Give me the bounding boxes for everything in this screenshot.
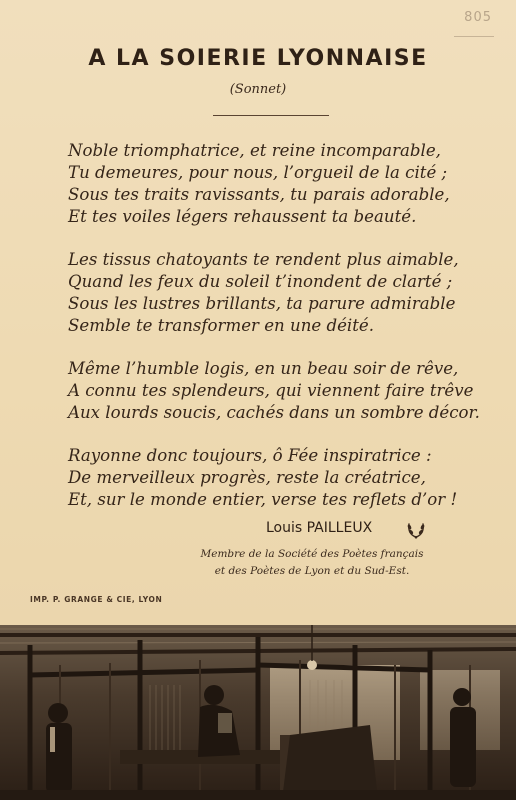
poem-line: Rayonne donc toujours, ô Fée inspiratrice : bbox=[68, 446, 432, 465]
credit-line: et des Poètes de Lyon et du Sud-Est. bbox=[214, 565, 410, 577]
stanza-1 bbox=[68, 140, 508, 228]
poem-body bbox=[68, 140, 508, 532]
laurel-icon bbox=[405, 518, 427, 540]
poem-line: Quand les feux du soleil t’inondent de clarté ; bbox=[68, 272, 453, 291]
stanza-3 bbox=[68, 358, 508, 424]
poem-line: Et tes voiles légers rehaussent ta beauté. bbox=[68, 207, 417, 226]
poem-title: A LA SOIERIE LYONNAISE bbox=[88, 46, 428, 71]
poem-line: A connu tes splendeurs, qui viennent faire trêve bbox=[68, 381, 474, 400]
stanza-2 bbox=[68, 249, 508, 337]
pencil-underline bbox=[454, 36, 494, 37]
poem-line: Tu demeures, pour nous, l’orgueil de la cité ; bbox=[68, 163, 448, 182]
poem-subtitle: (Sonnet) bbox=[229, 82, 287, 97]
poem-line: Les tissus chatoyants te rendent plus aimable, bbox=[68, 250, 459, 269]
poem-line: Aux lourds soucis, cachés dans un sombre décor. bbox=[68, 403, 480, 422]
poem-line: De merveilleux progrès, reste la créatrice, bbox=[68, 468, 426, 487]
silk-workshop-engraving bbox=[0, 625, 516, 800]
author-name: Louis PAILLEUX bbox=[266, 520, 373, 536]
author-credit bbox=[162, 546, 462, 580]
credit-line: Membre de la Société des Poètes français bbox=[200, 548, 424, 560]
poem-line: Même l’humble logis, en un beau soir de rêve, bbox=[68, 359, 459, 378]
poem-line: Noble triomphatrice, et reine incomparable, bbox=[68, 141, 441, 160]
poem-line: Et, sur le monde entier, verse tes reflets d’or ! bbox=[68, 490, 458, 509]
engraving-illustration bbox=[0, 625, 516, 800]
pencil-note: 805 bbox=[464, 10, 492, 25]
poem-line: Sous les lustres brillants, ta parure admirable bbox=[68, 294, 456, 313]
poem-line: Semble te transformer en une déité. bbox=[68, 316, 374, 335]
stanza-4 bbox=[68, 445, 508, 511]
printer-imprint: IMP. P. GRANGE & CIE, LYON bbox=[30, 595, 163, 604]
poem-line: Sous tes traits ravissants, tu parais adorable, bbox=[68, 185, 450, 204]
title-divider bbox=[213, 115, 329, 116]
